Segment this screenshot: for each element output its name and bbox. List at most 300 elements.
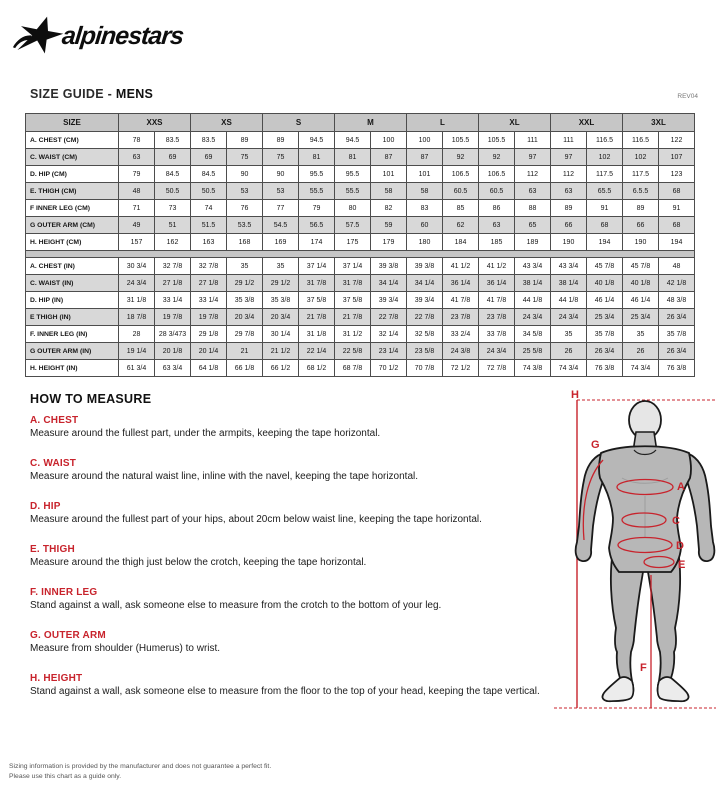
size-value-cell: 25 3/4 xyxy=(587,309,623,326)
size-value-cell: 31 7/8 xyxy=(335,275,371,292)
row-label: C. WAIST (IN) xyxy=(26,275,119,292)
size-value-cell: 194 xyxy=(587,234,623,251)
size-value-cell: 32 7/8 xyxy=(155,258,191,275)
measure-item-text: Measure around the fullest part, under the armpits, keeping the tape horizontal. xyxy=(30,428,381,439)
size-value-cell: 20 3/4 xyxy=(263,309,299,326)
size-value-cell: 106.5 xyxy=(479,166,515,183)
size-value-cell: 68 1/2 xyxy=(299,360,335,377)
size-value-cell: 29 7/8 xyxy=(227,326,263,343)
size-value-cell: 81 xyxy=(335,149,371,166)
size-value-cell: 101 xyxy=(371,166,407,183)
size-value-cell: 35 7/8 xyxy=(659,326,695,343)
size-value-cell: 30 3/4 xyxy=(119,258,155,275)
size-value-cell: 55.5 xyxy=(299,183,335,200)
size-value-cell: 39 3/4 xyxy=(407,292,443,309)
size-value-cell: 20 1/4 xyxy=(191,343,227,360)
size-value-cell: 169 xyxy=(263,234,299,251)
size-value-cell: 72 1/2 xyxy=(443,360,479,377)
size-value-cell: 89 xyxy=(263,132,299,149)
size-value-cell: 28 xyxy=(119,326,155,343)
size-table-row xyxy=(26,343,695,360)
size-value-cell: 66 xyxy=(623,217,659,234)
size-value-cell: 25 3/4 xyxy=(623,309,659,326)
row-label: C. WAIST (CM) xyxy=(26,149,119,166)
size-value-cell: 59 xyxy=(371,217,407,234)
size-value-cell: 65 xyxy=(515,217,551,234)
size-value-cell: 32 5/8 xyxy=(407,326,443,343)
size-table xyxy=(25,113,695,377)
size-value-cell: 22 5/8 xyxy=(335,343,371,360)
size-value-cell: 189 xyxy=(515,234,551,251)
footer-line-2: Please use this chart as a guide only. xyxy=(9,773,122,780)
size-value-cell: 60.5 xyxy=(479,183,515,200)
size-table-row xyxy=(26,292,695,309)
size-table-row xyxy=(26,149,695,166)
size-value-cell: 45 7/8 xyxy=(587,258,623,275)
size-value-cell: 190 xyxy=(551,234,587,251)
size-value-cell: 42 1/8 xyxy=(659,275,695,292)
size-value-cell: 94.5 xyxy=(335,132,371,149)
figure-label-thigh: E xyxy=(678,559,686,571)
size-value-cell: 38 1/4 xyxy=(515,275,551,292)
size-value-cell: 48 3/8 xyxy=(659,292,695,309)
size-value-cell: 34 5/8 xyxy=(515,326,551,343)
size-table-row xyxy=(26,132,695,149)
size-value-cell: 68 xyxy=(659,183,695,200)
size-value-cell: 180 xyxy=(407,234,443,251)
size-value-cell: 168 xyxy=(227,234,263,251)
size-value-cell: 33 1/4 xyxy=(155,292,191,309)
row-label: G OUTER ARM (IN) xyxy=(26,343,119,360)
row-label: A. CHEST (CM) xyxy=(26,132,119,149)
size-value-cell: 97 xyxy=(515,149,551,166)
measure-item-text: Measure around the thigh just below the crotch, keeping the tape horizontal. xyxy=(30,557,367,568)
size-value-cell: 81 xyxy=(299,149,335,166)
size-value-cell: 64 1/8 xyxy=(191,360,227,377)
size-value-cell: 22 7/8 xyxy=(371,309,407,326)
measure-item xyxy=(30,543,550,569)
size-value-cell: 76 xyxy=(227,200,263,217)
size-value-cell: 63 xyxy=(515,183,551,200)
size-value-cell: 35 xyxy=(263,258,299,275)
size-value-cell: 34 1/4 xyxy=(371,275,407,292)
size-value-cell: 91 xyxy=(659,200,695,217)
size-value-cell: 111 xyxy=(515,132,551,149)
size-value-cell: 50.5 xyxy=(155,183,191,200)
size-value-cell: 41 1/2 xyxy=(479,258,515,275)
size-value-cell: 34 1/4 xyxy=(407,275,443,292)
measure-item xyxy=(30,500,550,526)
size-value-cell: 35 xyxy=(227,258,263,275)
size-value-cell: 31 1/8 xyxy=(299,326,335,343)
size-column-header: XS xyxy=(191,114,263,132)
unit-separator-row xyxy=(26,251,695,258)
size-column-header: S xyxy=(263,114,335,132)
size-value-cell: 83.5 xyxy=(191,132,227,149)
size-value-cell: 40 1/8 xyxy=(623,275,659,292)
row-label: F INNER LEG (CM) xyxy=(26,200,119,217)
size-value-cell: 51.5 xyxy=(191,217,227,234)
size-value-cell: 53.5 xyxy=(227,217,263,234)
size-value-cell: 36 1/4 xyxy=(479,275,515,292)
size-table-row xyxy=(26,360,695,377)
size-value-cell: 19 7/8 xyxy=(191,309,227,326)
size-column-header: L xyxy=(407,114,479,132)
size-value-cell: 88 xyxy=(515,200,551,217)
size-value-cell: 66 xyxy=(551,217,587,234)
size-value-cell: 6.5.5 xyxy=(623,183,659,200)
size-value-cell: 112 xyxy=(551,166,587,183)
size-value-cell: 21 7/8 xyxy=(299,309,335,326)
size-value-cell: 63 xyxy=(479,217,515,234)
size-value-cell: 92 xyxy=(443,149,479,166)
size-table-row xyxy=(26,217,695,234)
size-column-header: XXL xyxy=(551,114,623,132)
measure-item xyxy=(30,586,550,612)
figure-left-foot xyxy=(603,677,634,701)
measure-item xyxy=(30,457,550,483)
size-value-cell: 23 5/8 xyxy=(407,343,443,360)
size-column-header: 3XL xyxy=(623,114,695,132)
size-value-cell: 30 1/4 xyxy=(263,326,299,343)
measure-item xyxy=(30,414,550,440)
size-value-cell: 74 3/8 xyxy=(515,360,551,377)
size-value-cell: 89 xyxy=(551,200,587,217)
size-value-cell: 37 1/4 xyxy=(299,258,335,275)
size-value-cell: 90 xyxy=(227,166,263,183)
how-to-measure-title: HOW TO MEASURE xyxy=(30,392,152,406)
size-value-cell: 92 xyxy=(479,149,515,166)
size-value-cell: 58 xyxy=(407,183,443,200)
measure-item-label: C. WAIST xyxy=(30,458,77,469)
size-table-row xyxy=(26,326,695,343)
size-value-cell: 29 1/2 xyxy=(263,275,299,292)
page-title xyxy=(30,87,153,101)
size-value-cell: 85 xyxy=(443,200,479,217)
size-value-cell: 122 xyxy=(659,132,695,149)
size-value-cell: 19 7/8 xyxy=(155,309,191,326)
size-value-cell: 26 xyxy=(551,343,587,360)
size-value-cell: 23 1/4 xyxy=(371,343,407,360)
size-value-cell: 89 xyxy=(623,200,659,217)
figure-right-foot xyxy=(658,677,689,701)
size-value-cell: 20 1/8 xyxy=(155,343,191,360)
size-value-cell: 70 7/8 xyxy=(407,360,443,377)
size-value-cell: 56.5 xyxy=(299,217,335,234)
row-label: H. HEIGHT (IN) xyxy=(26,360,119,377)
size-value-cell: 75 xyxy=(263,149,299,166)
size-value-cell: 73 xyxy=(155,200,191,217)
size-value-cell: 76 3/8 xyxy=(659,360,695,377)
measure-item-text: Measure around the fullest part of your hips, about 20cm below waist line, keeping the tape horizontal. xyxy=(30,514,482,525)
size-value-cell: 31 1/8 xyxy=(119,292,155,309)
size-table-row xyxy=(26,200,695,217)
size-value-cell: 35 3/8 xyxy=(227,292,263,309)
measure-item xyxy=(30,672,550,698)
table-corner-label: SIZE xyxy=(26,114,119,132)
size-value-cell: 102 xyxy=(623,149,659,166)
measurement-figure xyxy=(554,390,718,724)
size-value-cell: 24 3/4 xyxy=(515,309,551,326)
size-value-cell: 35 7/8 xyxy=(587,326,623,343)
size-value-cell: 37 1/4 xyxy=(335,258,371,275)
row-label: A. CHEST (IN) xyxy=(26,258,119,275)
measure-item-label: A. CHEST xyxy=(30,415,79,426)
size-value-cell: 112 xyxy=(515,166,551,183)
size-value-cell: 74 3/4 xyxy=(623,360,659,377)
size-value-cell: 29 1/2 xyxy=(227,275,263,292)
size-table-wrap xyxy=(25,113,695,377)
size-value-cell: 33 1/4 xyxy=(191,292,227,309)
size-value-cell: 46 1/4 xyxy=(623,292,659,309)
size-value-cell: 20 3/4 xyxy=(227,309,263,326)
size-value-cell: 91 xyxy=(587,200,623,217)
size-column-header: XL xyxy=(479,114,551,132)
size-value-cell: 72 7/8 xyxy=(479,360,515,377)
size-value-cell: 84.5 xyxy=(191,166,227,183)
size-value-cell: 53 xyxy=(263,183,299,200)
row-label: H. HEIGHT (CM) xyxy=(26,234,119,251)
size-value-cell: 26 3/4 xyxy=(659,309,695,326)
size-value-cell: 21 xyxy=(227,343,263,360)
size-value-cell: 87 xyxy=(407,149,443,166)
size-value-cell: 36 1/4 xyxy=(443,275,479,292)
size-value-cell: 61 3/4 xyxy=(119,360,155,377)
page-title-gender: MENS xyxy=(115,87,154,101)
size-value-cell: 100 xyxy=(371,132,407,149)
size-value-cell: 58 xyxy=(371,183,407,200)
size-value-cell: 57.5 xyxy=(335,217,371,234)
size-value-cell: 105.5 xyxy=(479,132,515,149)
figure-label-chest: A xyxy=(677,481,685,493)
measure-item-text: Measure around the natural waist line, inline with the navel, keeping the tape horizontal. xyxy=(30,471,419,482)
size-value-cell: 23 7/8 xyxy=(443,309,479,326)
size-value-cell: 68 xyxy=(587,217,623,234)
size-value-cell: 79 xyxy=(119,166,155,183)
size-value-cell: 162 xyxy=(155,234,191,251)
size-value-cell: 24 3/4 xyxy=(479,343,515,360)
size-value-cell: 107 xyxy=(659,149,695,166)
size-value-cell: 31 7/8 xyxy=(299,275,335,292)
logo-wordmark: alpinestars xyxy=(60,21,185,50)
size-value-cell: 26 3/4 xyxy=(587,343,623,360)
row-label: D. HIP (CM) xyxy=(26,166,119,183)
size-value-cell: 69 xyxy=(191,149,227,166)
size-value-cell: 32 1/4 xyxy=(371,326,407,343)
figure-label-waist: C xyxy=(672,515,680,527)
row-label: G OUTER ARM (CM) xyxy=(26,217,119,234)
alpinestars-logo xyxy=(12,10,232,62)
figure-label-outer-arm: G xyxy=(591,439,600,451)
how-to-measure-list xyxy=(30,414,550,715)
size-value-cell: 66 1/2 xyxy=(263,360,299,377)
size-value-cell: 78 xyxy=(119,132,155,149)
size-value-cell: 194 xyxy=(659,234,695,251)
footer-disclaimer xyxy=(9,762,271,782)
size-value-cell: 95.5 xyxy=(335,166,371,183)
size-value-cell: 46 1/4 xyxy=(587,292,623,309)
size-value-cell: 95.5 xyxy=(299,166,335,183)
size-value-cell: 117.5 xyxy=(623,166,659,183)
size-value-cell: 39 3/8 xyxy=(407,258,443,275)
measure-item-label: E. THIGH xyxy=(30,544,75,555)
size-value-cell: 74 xyxy=(191,200,227,217)
size-value-cell: 22 1/4 xyxy=(299,343,335,360)
size-value-cell: 24 3/4 xyxy=(551,309,587,326)
size-value-cell: 63 xyxy=(119,149,155,166)
unit-separator-cell xyxy=(26,251,695,258)
measure-item-label: G. OUTER ARM xyxy=(30,630,106,641)
figure-label-height: H xyxy=(571,389,579,401)
size-value-cell: 60.5 xyxy=(443,183,479,200)
size-value-cell: 63 3/4 xyxy=(155,360,191,377)
size-value-cell: 51 xyxy=(155,217,191,234)
size-value-cell: 37 5/8 xyxy=(299,292,335,309)
size-value-cell: 94.5 xyxy=(299,132,335,149)
size-value-cell: 18 7/8 xyxy=(119,309,155,326)
size-value-cell: 86 xyxy=(479,200,515,217)
size-value-cell: 87 xyxy=(371,149,407,166)
size-value-cell: 38 1/4 xyxy=(551,275,587,292)
size-value-cell: 174 xyxy=(299,234,335,251)
size-value-cell: 70 1/2 xyxy=(371,360,407,377)
size-value-cell: 97 xyxy=(551,149,587,166)
size-value-cell: 19 1/4 xyxy=(119,343,155,360)
size-value-cell: 28 3/473 xyxy=(155,326,191,343)
size-value-cell: 21 7/8 xyxy=(335,309,371,326)
size-value-cell: 33 2/4 xyxy=(443,326,479,343)
size-value-cell: 29 1/8 xyxy=(191,326,227,343)
size-value-cell: 41 1/2 xyxy=(443,258,479,275)
size-value-cell: 55.5 xyxy=(335,183,371,200)
size-value-cell: 65.5 xyxy=(587,183,623,200)
size-column-header: XXS xyxy=(119,114,191,132)
size-value-cell: 106.5 xyxy=(443,166,479,183)
size-value-cell: 89 xyxy=(227,132,263,149)
size-value-cell: 157 xyxy=(119,234,155,251)
size-table-row xyxy=(26,166,695,183)
size-value-cell: 21 1/2 xyxy=(263,343,299,360)
size-table-row xyxy=(26,309,695,326)
size-value-cell: 48 xyxy=(119,183,155,200)
size-value-cell: 31 1/2 xyxy=(335,326,371,343)
size-value-cell: 32 7/8 xyxy=(191,258,227,275)
size-value-cell: 26 3/4 xyxy=(659,343,695,360)
size-value-cell: 41 7/8 xyxy=(479,292,515,309)
size-value-cell: 79 xyxy=(299,200,335,217)
size-value-cell: 27 1/8 xyxy=(155,275,191,292)
size-value-cell: 116.5 xyxy=(587,132,623,149)
size-value-cell: 24 3/4 xyxy=(119,275,155,292)
size-value-cell: 44 1/8 xyxy=(515,292,551,309)
size-value-cell: 48 xyxy=(659,258,695,275)
size-value-cell: 69 xyxy=(155,149,191,166)
size-table-row xyxy=(26,258,695,275)
size-value-cell: 50.5 xyxy=(191,183,227,200)
size-value-cell: 63 xyxy=(551,183,587,200)
size-value-cell: 80 xyxy=(335,200,371,217)
size-value-cell: 39 3/4 xyxy=(371,292,407,309)
size-value-cell: 82 xyxy=(371,200,407,217)
size-value-cell: 71 xyxy=(119,200,155,217)
size-column-header: M xyxy=(335,114,407,132)
page-title-prefix: SIZE GUIDE - xyxy=(30,87,116,101)
size-value-cell: 35 xyxy=(623,326,659,343)
size-table-row xyxy=(26,234,695,251)
size-value-cell: 111 xyxy=(551,132,587,149)
row-label: F. INNER LEG (IN) xyxy=(26,326,119,343)
measure-item-text: Stand against a wall, ask someone else to measure from the crotch to the bottom of your leg. xyxy=(30,600,442,611)
size-value-cell: 35 xyxy=(551,326,587,343)
size-value-cell: 26 xyxy=(623,343,659,360)
size-value-cell: 83 xyxy=(407,200,443,217)
size-value-cell: 22 7/8 xyxy=(407,309,443,326)
row-label: E THIGH (IN) xyxy=(26,309,119,326)
footer-line-1: Sizing information is provided by the manufacturer and does not guarantee a perfect fit. xyxy=(9,763,272,770)
size-value-cell: 49 xyxy=(119,217,155,234)
size-table-body xyxy=(26,132,695,377)
size-value-cell: 102 xyxy=(587,149,623,166)
size-value-cell: 27 1/8 xyxy=(191,275,227,292)
size-value-cell: 33 7/8 xyxy=(479,326,515,343)
size-value-cell: 179 xyxy=(371,234,407,251)
size-value-cell: 185 xyxy=(479,234,515,251)
size-value-cell: 54.5 xyxy=(263,217,299,234)
size-value-cell: 68 xyxy=(659,217,695,234)
size-value-cell: 39 3/8 xyxy=(371,258,407,275)
size-value-cell: 117.5 xyxy=(587,166,623,183)
size-value-cell: 25 5/8 xyxy=(515,343,551,360)
size-value-cell: 43 3/4 xyxy=(515,258,551,275)
size-value-cell: 68 7/8 xyxy=(335,360,371,377)
size-value-cell: 77 xyxy=(263,200,299,217)
size-value-cell: 44 1/8 xyxy=(551,292,587,309)
size-value-cell: 45 7/8 xyxy=(623,258,659,275)
size-value-cell: 184 xyxy=(443,234,479,251)
size-value-cell: 101 xyxy=(407,166,443,183)
row-label: E. THIGH (CM) xyxy=(26,183,119,200)
size-value-cell: 116.5 xyxy=(623,132,659,149)
measure-item-label: H. HEIGHT xyxy=(30,673,83,684)
size-value-cell: 84.5 xyxy=(155,166,191,183)
size-value-cell: 43 3/4 xyxy=(551,258,587,275)
size-value-cell: 53 xyxy=(227,183,263,200)
measurement-figure-svg xyxy=(554,390,718,724)
size-value-cell: 37 5/8 xyxy=(335,292,371,309)
figure-label-hip: D xyxy=(676,540,684,552)
size-value-cell: 60 xyxy=(407,217,443,234)
size-value-cell: 40 1/8 xyxy=(587,275,623,292)
size-table-row xyxy=(26,275,695,292)
row-label: D. HIP (IN) xyxy=(26,292,119,309)
size-value-cell: 100 xyxy=(407,132,443,149)
size-value-cell: 83.5 xyxy=(155,132,191,149)
size-value-cell: 62 xyxy=(443,217,479,234)
revision-label: REV04 xyxy=(677,93,698,100)
size-value-cell: 75 xyxy=(227,149,263,166)
size-value-cell: 190 xyxy=(623,234,659,251)
size-value-cell: 74 3/4 xyxy=(551,360,587,377)
size-value-cell: 24 3/8 xyxy=(443,343,479,360)
measure-item-label: D. HIP xyxy=(30,501,61,512)
size-value-cell: 41 7/8 xyxy=(443,292,479,309)
size-value-cell: 175 xyxy=(335,234,371,251)
size-table-row xyxy=(26,183,695,200)
measure-item xyxy=(30,629,550,655)
size-value-cell: 123 xyxy=(659,166,695,183)
size-value-cell: 90 xyxy=(263,166,299,183)
measure-item-text: Measure from shoulder (Humerus) to wrist. xyxy=(30,643,221,654)
